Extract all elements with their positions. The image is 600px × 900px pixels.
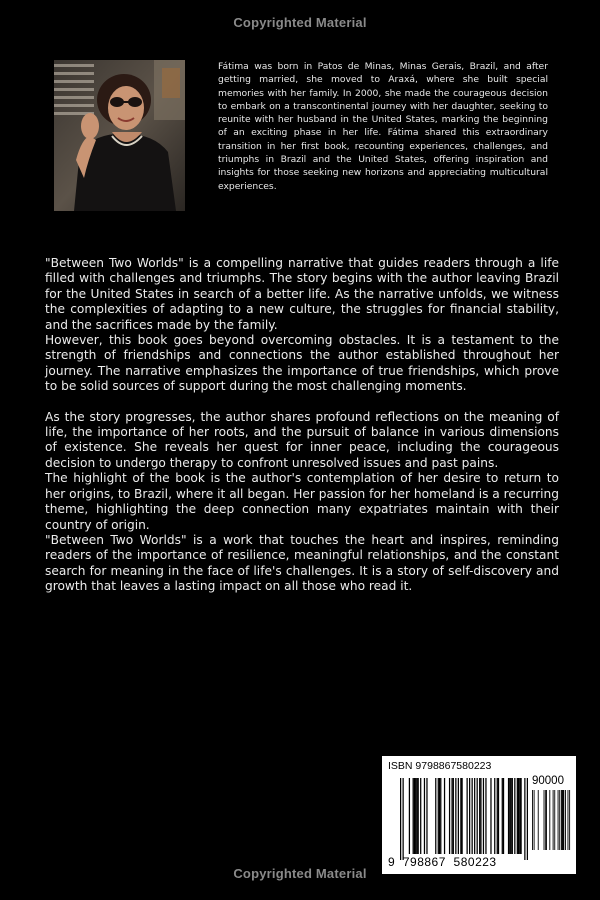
barcode-bar — [554, 790, 555, 850]
barcode-bar — [424, 778, 425, 854]
barcode-bar — [563, 790, 564, 850]
barcode-bar — [549, 790, 550, 850]
barcode-bar — [455, 778, 456, 854]
barcode-bar — [435, 778, 436, 854]
barcode-bar — [565, 790, 566, 850]
barcode-bar — [418, 778, 419, 854]
barcode-bar — [420, 778, 421, 854]
author-bio: Fátima was born in Patos de Minas, Minas Gerais, Brazil, and after getting married, she moved to Araxá, where she built special memories with her family. In 2000, she made the courageous decision to embark on a transcontinental journey with her daughter, seeking to reunite with her husband in the United States, marking the beginning of an exciting phase in her life. Fátima shared this extraordinary transition in her first book, recounting experiences, challenges, and triumphs in Brazil and the United States, offering inspiration and insights for those seeking new horizons and appreciating multicultural experiences. — [218, 61, 548, 192]
barcode-bar — [474, 778, 475, 854]
barcode-bar — [558, 790, 559, 850]
barcode-bar — [518, 778, 519, 854]
barcode-bar — [534, 790, 535, 850]
barcode-bar — [527, 778, 528, 860]
barcode-bar — [568, 790, 569, 850]
blurb-paragraph: "Between Two Worlds" is a compelling narrative that guides readers through a life filled with challenges and triumphs. The story begins with the author leaving Brazil for the United States in search of a better life. As the narrative unfolds, we witness the complexities of adapting to a new culture, the struggles for financial stability, and the sacrifices made by the family. — [45, 256, 559, 332]
barcode-bar — [502, 778, 503, 854]
barcode-bar — [451, 778, 452, 854]
author-portrait-icon — [54, 60, 185, 211]
barcode-bar — [458, 778, 459, 854]
barcode-bar — [497, 778, 498, 854]
barcode-main-icon — [400, 778, 528, 860]
barcode-bar — [524, 778, 525, 860]
barcode-bar — [503, 778, 504, 854]
watermark-bottom: Copyrighted Material — [233, 866, 367, 881]
isbn-barcode — [382, 756, 576, 874]
barcode-bar — [562, 790, 563, 850]
barcode-bar — [472, 778, 473, 854]
barcode-bar — [520, 778, 521, 854]
barcode-bar — [559, 790, 560, 850]
barcode-addon-icon — [532, 790, 572, 860]
barcode-bar — [449, 778, 450, 854]
barcode-bar — [413, 778, 414, 854]
author-photo — [54, 60, 185, 211]
barcode-bar — [544, 790, 545, 850]
barcode-bar — [444, 778, 445, 854]
blurb-paragraph: As the story progresses, the author shares profound reflections on the meaning of life, the importance of her roots, and the pursuit of balance in various dimensions of existence. She reveals her quest for inner peace, including the courageous decision to undergo therapy to confront unresolved issues and past pains. — [45, 409, 559, 470]
barcode-bar — [439, 778, 440, 854]
barcode-bar — [453, 778, 454, 854]
barcode-bar — [460, 778, 461, 854]
barcode-bar — [509, 778, 510, 854]
barcode-bar — [553, 790, 554, 850]
barcode-bar — [512, 778, 513, 854]
barcode-digits: 9 798867 580223 — [388, 855, 497, 869]
blurb-paragraph: However, this book goes beyond overcoming obstacles. It is a testament to the strength of friendships and connections the author established throughout her journey. The narrative emphasizes the importance of true friendships, which prove to be solid sources of support during the most challenging moments. — [45, 333, 559, 394]
price-code: 90000 — [532, 775, 564, 787]
barcode-bar — [538, 790, 539, 850]
barcode-bar — [414, 778, 415, 854]
barcode-bar — [490, 778, 491, 854]
barcode-bar — [569, 790, 570, 850]
barcode-bar — [519, 778, 520, 854]
barcode-bar — [517, 778, 518, 854]
barcode-bar — [440, 778, 441, 854]
barcode-bar — [480, 778, 481, 854]
barcode-bar — [485, 778, 486, 854]
barcode-bar — [498, 778, 499, 854]
blurb-paragraph: The highlight of the book is the author's contemplation of her desire to return to her origins, to Brazil, where it all began. Her passion for her homeland is a recurring theme, highlighting the deep connection many expatriates maintain with their country of origin. — [45, 471, 559, 532]
barcode-bar — [479, 778, 480, 854]
barcode-bar — [546, 790, 547, 850]
barcode-bar — [508, 778, 509, 854]
barcode-bar — [461, 778, 462, 854]
barcode-bar — [415, 778, 416, 854]
isbn-label: ISBN 9798867580223 — [388, 760, 492, 772]
barcode-bar — [403, 778, 404, 860]
blurb-paragraph: "Between Two Worlds" is a work that touches the heart and inspires, reminding readers of the importance of resilience, meaningful relationships, and the constant search for meaning in the face of life's challenges. It is a story of self-discovery and growth that leaves a lasting impact on all those who read it. — [45, 532, 559, 594]
barcode-bar — [494, 778, 495, 854]
barcode-bar — [426, 778, 427, 854]
barcode-bar — [477, 778, 478, 854]
book-blurb — [45, 256, 559, 595]
barcode-bar — [467, 778, 468, 854]
barcode-bar — [514, 778, 515, 854]
barcode-bar — [438, 778, 439, 854]
barcode-bar — [545, 790, 546, 850]
barcode-bar — [510, 778, 511, 854]
barcode-bar — [483, 778, 484, 854]
barcode-bar — [409, 778, 410, 854]
barcode-bar — [400, 778, 401, 860]
barcode-bar — [563, 790, 564, 850]
barcode-bar — [416, 778, 417, 854]
barcode-bar — [469, 778, 470, 854]
watermark-top: Copyrighted Material — [233, 15, 367, 30]
barcode-bar — [532, 790, 533, 850]
barcode-bar — [561, 790, 562, 850]
